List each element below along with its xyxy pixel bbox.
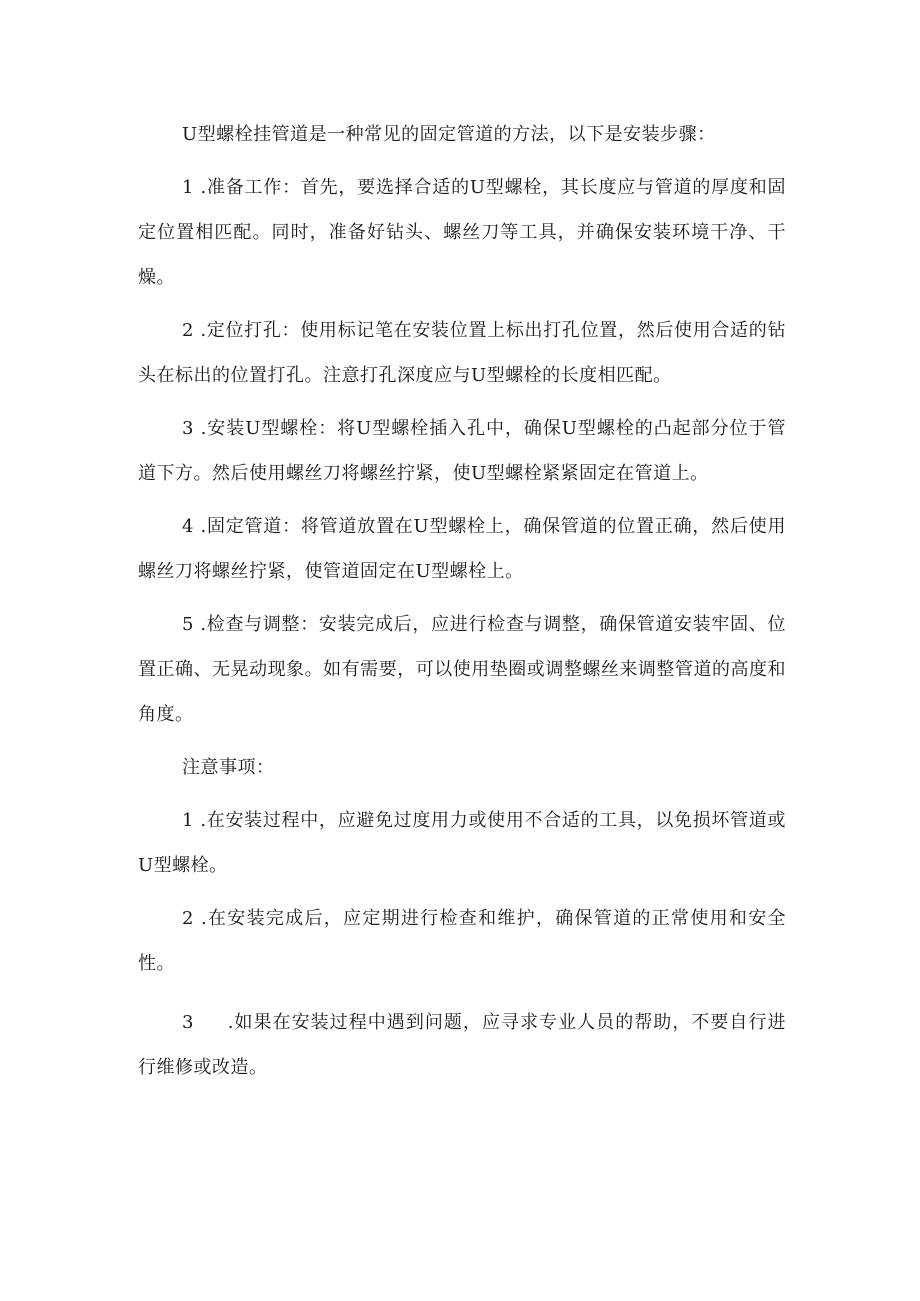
document-body — [138, 112, 786, 1090]
note-2: 2 .在安装完成后，应定期进行检查和维护，确保管道的正常使用和安全性。 — [138, 908, 786, 974]
step-3: 3 .安装U型螺栓：将U型螺栓插入孔中，确保U型螺栓的凸起部分位于管道下方。然后使用螺丝刀将螺丝拧紧，使U型螺栓紧紧固定在管道上。 — [138, 418, 786, 484]
intro-paragraph: U型螺栓挂管道是一种常见的固定管道的方法，以下是安装步骤： — [182, 124, 716, 145]
step-5: 5 .检查与调整：安装完成后，应进行检查与调整，确保管道安装牢固、位置正确、无晃动现象。如有需要，可以使用垫圈或调整螺丝来调整管道的高度和角度。 — [138, 614, 786, 725]
step-2: 2 .定位打孔：使用标记笔在安装位置上标出打孔位置，然后使用合适的钻头在标出的位置打孔。注意打孔深度应与U型螺栓的长度相匹配。 — [138, 320, 786, 386]
step-4: 4 .固定管道：将管道放置在U型螺栓上，确保管道的位置正确，然后使用螺丝刀将螺丝拧紧，使管道固定在U型螺栓上。 — [138, 516, 786, 582]
note-3: 3 .如果在安装过程中遇到问题，应寻求专业人员的帮助，不要自行进行维修或改造。 — [138, 1012, 786, 1078]
notes-heading: 注意事项： — [182, 757, 275, 778]
note-1: 1 .在安装过程中，应避免过度用力或使用不合适的工具，以免损坏管道或U型螺栓。 — [138, 810, 786, 876]
step-1: 1 .准备工作：首先，要选择合适的U型螺栓，其长度应与管道的厚度和固定位置相匹配。同时，准备好钻头、螺丝刀等工具，并确保安装环境干净、干燥。 — [138, 177, 786, 288]
